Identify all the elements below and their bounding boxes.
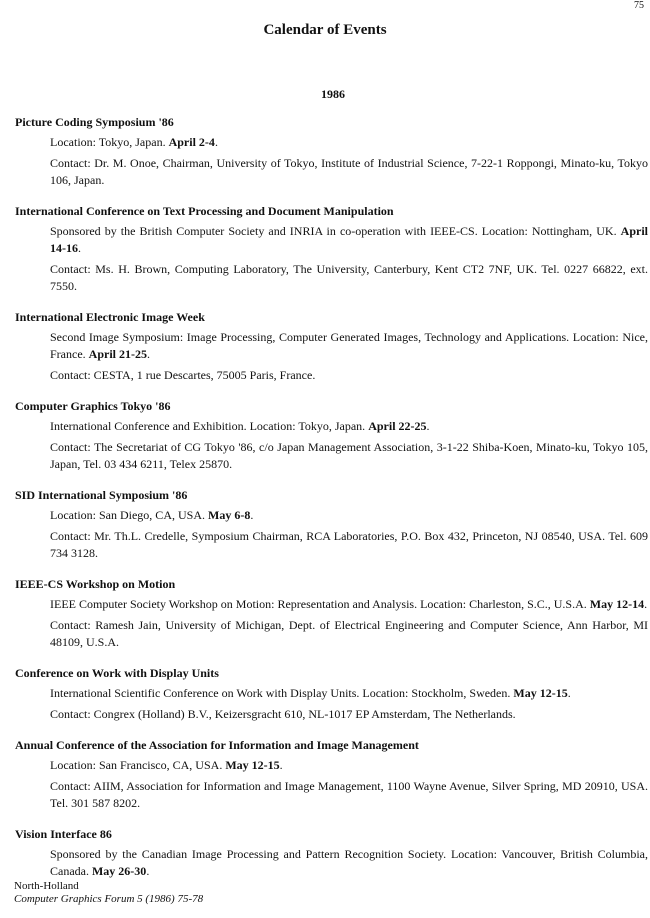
event-paragraph-text: Contact: Congrex (Holland) B.V., Keizersgracht 610, NL-1017 EP Amsterdam, The Netherlands. [50,707,516,721]
event-date: May 26-30 [91,864,147,878]
event-paragraph [50,223,648,257]
event-paragraph [50,329,648,363]
event-title: Picture Coding Symposium '86 [15,115,174,129]
event-paragraph-end: . [426,419,430,433]
event-entry [15,737,648,812]
event-paragraph [50,706,648,723]
event-paragraph [50,507,648,524]
event-paragraph [50,261,648,295]
event-paragraph-text: Contact: AIIM, Association for Information and Image Management, 1100 Wayne Avenue, Silver Spring, MD 20910, USA. Tel. 301 587 8202. [50,779,648,810]
event-title: IEEE-CS Workshop on Motion [15,577,176,591]
event-paragraph-text: Contact: CESTA, 1 rue Descartes, 75005 Paris, France. [50,368,316,382]
event-title: Computer Graphics Tokyo '86 [15,399,171,413]
event-entry [15,114,648,189]
event-paragraph-end: . [147,347,150,361]
footer-journal-citation: Computer Graphics Forum 5 (1986) 75-78 [14,893,204,905]
event-date: April 22-25 [368,419,427,433]
event-entry [15,665,648,723]
event-entry [15,576,648,651]
event-entry [15,826,648,880]
event-paragraph-text: Location: Tokyo, Japan. [50,135,169,149]
event-title: Conference on Work with Display Units [15,666,219,680]
event-entry [15,487,648,562]
event-date: April 2-4 [168,135,215,149]
event-paragraph-text: Contact: Dr. M. Onoe, Chairman, University of Tokyo, Institute of Industrial Science, 7-22-1 Roppongi, Minato-ku, Tokyo 106, Japan. [50,156,648,187]
event-entry [15,398,648,473]
event-paragraph-end: . [146,864,150,878]
event-paragraph-text: Contact: Ms. H. Brown, Computing Laboratory, The University, Canterbury, Kent CT2 7NF, UK. Tel. 0227 66822, ext. 7550. [50,262,648,293]
event-paragraph [50,134,648,151]
event-date: May 12-15 [225,758,280,772]
event-date: May 6-8 [208,508,251,522]
event-paragraph [50,439,648,473]
event-title: SID International Symposium '86 [15,488,188,502]
event-paragraph-end: . [644,597,648,611]
event-paragraph [50,617,648,651]
footer [14,880,203,906]
event-paragraph-end: . [214,135,218,149]
event-title: International Conference on Text Processing and Document Manipulation [15,204,394,218]
event-paragraph [50,418,648,435]
event-paragraph-text: Contact: The Secretariat of CG Tokyo '86, c/o Japan Management Association, 3-1-22 Shiba-Koen, Minato-ku, Tokyo 105, Japan, Tel. 03 434 6211, Telex 25870. [50,440,648,471]
event-paragraph [50,685,648,702]
event-paragraph [50,155,648,189]
event-entry [15,309,648,384]
event-date: April 21-25 [88,347,147,361]
event-paragraph [50,367,648,384]
footer-publisher: North-Holland [14,880,79,892]
year-heading: 1986 [321,87,345,101]
event-title: Annual Conference of the Association for Information and Image Management [15,738,419,752]
event-paragraph [50,757,648,774]
events-list [15,114,648,894]
event-title: International Electronic Image Week [15,310,205,324]
page-number: 75 [634,0,644,11]
event-paragraph [50,846,648,880]
event-paragraph-text: Second Image Symposium: Image Processing, Computer Generated Images, Technology and Applications. Location: Nice, France. [50,330,648,361]
event-paragraph-text: Contact: Ramesh Jain, University of Michigan, Dept. of Electrical Engineering and Computer Science, Ann Harbor, MI 48109, U.S.A. [50,618,648,649]
event-paragraph-text: Sponsored by the British Computer Society and INRIA in co-operation with IEEE-CS. Location: Nottingham, UK. [50,224,621,238]
event-paragraph [50,596,648,613]
event-paragraph-end: . [279,758,283,772]
event-date: April 14-16 [50,224,648,255]
event-paragraph [50,528,648,562]
event-paragraph-text: IEEE Computer Society Workshop on Motion: Representation and Analysis. Location: Charleston, S.C., U.S.A. [50,597,590,611]
event-paragraph-text: Location: San Diego, CA, USA. [50,508,208,522]
event-paragraph-text: International Scientific Conference on Work with Display Units. Location: Stockholm, Sweden. [50,686,514,700]
event-paragraph [50,778,648,812]
event-paragraph-end: . [78,241,81,255]
event-title: Vision Interface 86 [15,827,112,841]
event-paragraph-text: Sponsored by the Canadian Image Processing and Pattern Recognition Society. Location: Vancouver, British Columbia, Canada. [50,847,648,878]
event-paragraph-end: . [567,686,571,700]
event-date: May 12-14 [589,597,645,611]
event-paragraph-text: Location: San Francisco, CA, USA. [50,758,226,772]
event-date: May 12-15 [513,686,568,700]
event-entry [15,203,648,295]
event-paragraph-text: Contact: Mr. Th.L. Credelle, Symposium Chairman, RCA Laboratories, P.O. Box 432, Princeton, NJ 08540, USA. Tel. 609 734 3128. [50,529,648,560]
event-paragraph-end: . [250,508,254,522]
page-title: Calendar of Events [263,22,387,38]
event-paragraph-text: International Conference and Exhibition. Location: Tokyo, Japan. [50,419,369,433]
